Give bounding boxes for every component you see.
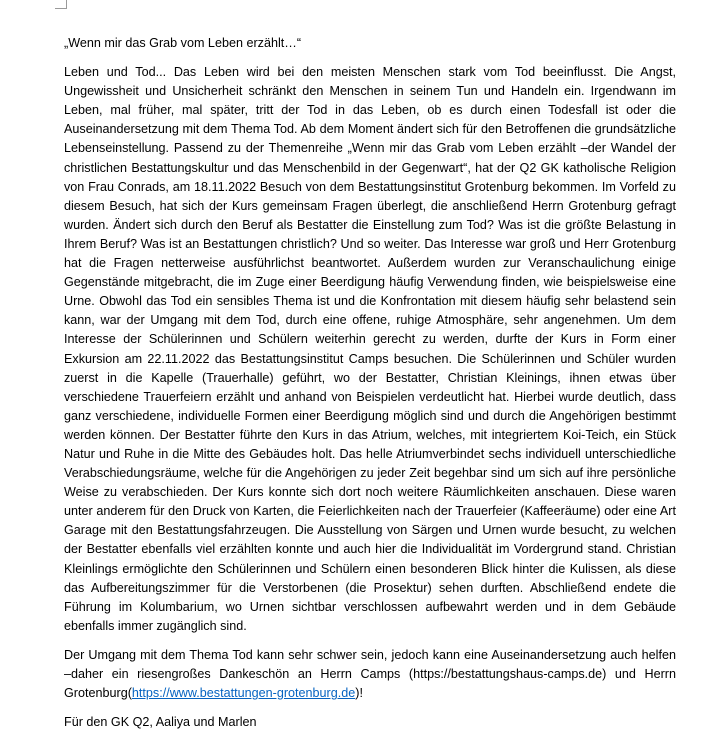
closing-end: )! bbox=[355, 686, 363, 701]
signature-line: Für den GK Q2, Aaliya und Marlen bbox=[64, 715, 257, 730]
grotenburg-link[interactable]: https://www.bestattungen-grotenburg.de bbox=[131, 686, 356, 701]
page-corner-mark bbox=[55, 0, 67, 9]
document-title: „Wenn mir das Grab vom Leben erzählt…“ bbox=[64, 36, 302, 50]
closing-paragraph bbox=[64, 646, 676, 703]
closing-text: Der Umgang mit dem Thema Tod kann sehr schwer sein, jedoch kann eine Auseinandersetzung auch helfen –daher ein riesengroßes Dankeschön an Herrn Camps (https://bestattungshaus-camps.de) und Herrn Grotenburg( bbox=[64, 647, 676, 701]
main-paragraph: Leben und Tod... Das Leben wird bei den meisten Menschen stark vom Tod beeinflusst. Die Angst, Ungewissheit und Unsicherheit schränkt den Menschen in seinem Tun und Handeln ein. Irgendwann im Leben, mal früher, mal später, tritt der Tod in das Leben, ob es durch einen Todesfall ist oder die Auseinandersetzung mit dem Thema Tod. Ab dem Moment ändert sich für den Betroffenen die grundsätzliche Lebenseinstellung. Passend zu der Themenreihe „Wenn mir das Grab vom Leben erzählt –der Wandel der christlichen Bestattungskultur und das Menschenbild in der Gegenwart“, hat der Q2 GK katholische Religion von Frau Conrads, am 18.11.2022 Besuch von dem Bestattungsinstitut Grotenburg bekommen. Im Vorfeld zu diesem Besuch, hat sich der Kurs gemeinsam Fragen überlegt, die anschließend Herrn Grotenburg gefragt wurden. Ändert sich durch den Beruf als Bestatter die Einstellung zum Tod? Was ist die größte Belastung in Ihrem Beruf? Was ist an Bestattungen christlich? Und so weiter. Das Interesse war groß und Herr Grotenburg hat die Fragen netterweise ausführlichst beantwortet. Außerdem wurden zur Veranschaulichung einige Gegenstände mitgebracht, die im Zuge einer Beerdigung häufig Verwendung finden, wie beispielsweise eine Urne. Obwohl das Tod ein sensibles Thema ist und die Konfrontation mit diesem häufig sehr belastend sein kann, war der Umgang mit dem Tod, durch eine offene, ruhige Atmosphäre, sehr angenehmen. Um dem Interesse der Schülerinnen und Schülern weiterhin gerecht zu werden, durfte der Kurs in Form einer Exkursion am 22.11.2022 das Bestattungsinstitut Camps besuchen. Die Schülerinnen und Schüler wurden zuerst in die Kapelle (Trauerhalle) geführt, wo der Bestatter, Christian Kleinings, ihnen etwas über verschiedene Trauerfeiern erzählt und anhand von Beispielen verdeutlicht hat. Hierbei wurde deutlich, dass ganz verschiedene, individuelle Formen einer Beerdigung möglich sind und durch die Angehörigen bestimmt werden können. Der Bestatter führte den Kurs in das Atrium, welches, mit integriertem Koi-Teich, ein Stück Natur und Ruhe in die Mitte des Gebäudes holt. Das helle Atriumverbindet sechs individuell unterschiedliche Verabschiedungsräume, welche für die Angehörigen zu jeder Zeit begehbar sind um sich auf ihre persönliche Weise zu verabschieden. Der Kurs konnte sich dort noch weitere Räumlichkeiten anschauen. Diese waren unter anderem für den Druck von Karten, die Feierlichkeiten nach der Trauerfeier (Kaffeeräume) oder eine Art Garage mit den Bestattungsfahrzeugen. Die Ausstellung von Särgen und Urnen wurde besucht, zu welchen der Bestatter ebenfalls viel erzählten konnte und auch hier die Individualität im Vordergrund stand. Christian Kleinlings ermöglichte den Schülerinnen und Schülern einen besonderen Blick hinter die Kulissen, als diese das Aufbereitungszimmer für die Verstorbenen (die Prosektur) sehen durften. Abschließend endete die Führung im Kolumbarium, wo Urnen sichtbar verschlossen aufbewahrt werden und in dem Gebäude ebenfalls immer zugänglich sind. bbox=[64, 65, 676, 633]
document-body[interactable] bbox=[64, 34, 676, 732]
